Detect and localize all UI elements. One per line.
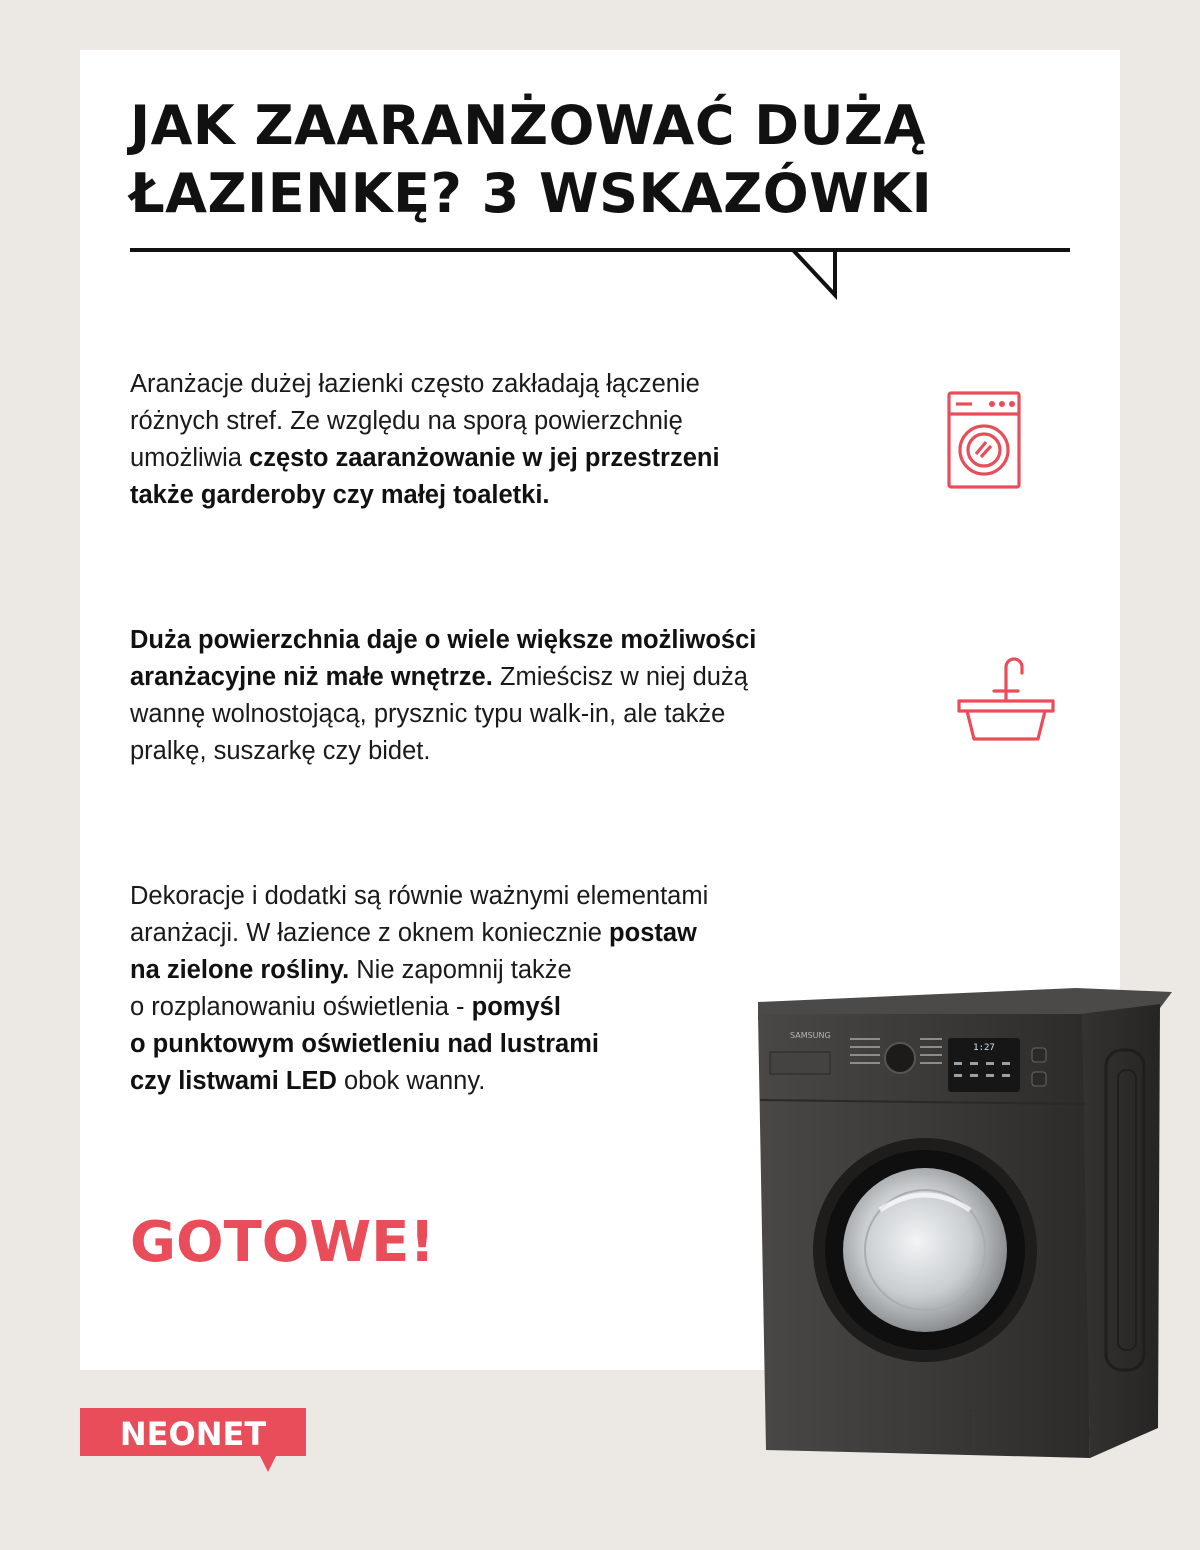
tip-3-line-6: obok wanny. [336, 1067, 486, 1095]
washing-machine-photo [740, 980, 1180, 1480]
tip-1-emphasis-2: także garderoby czy małej toaletki. [130, 481, 550, 509]
closing-heading: GOTOWE! [130, 1210, 435, 1275]
tip-2-line-4: pralkę, suszarkę czy bidet. [130, 737, 431, 765]
tip-3-line-2: aranżacji. W łazience z oknem koniecznie [130, 919, 610, 947]
washing-machine-icon [946, 390, 1022, 490]
sink-icon [956, 655, 1056, 745]
tip-1-line-1: Aranżacje dużej łazienki często zakładają łączenie [130, 370, 700, 398]
tip-2-text [130, 622, 910, 770]
speech-bubble-line [130, 240, 1075, 300]
tip-3-line-1: Dekoracje i dodatki są równie ważnymi elementami [130, 882, 709, 910]
tip-1-emphasis-1: często zaaranżowanie w jej przestrzeni [249, 444, 720, 472]
tip-3-emphasis-3: pomyśl [471, 993, 561, 1021]
tip-3-emphasis-4: o punktowym oświetleniu nad lustrami [130, 1030, 599, 1058]
title-line-1: JAK ZAARANŻOWAĆ DUŻĄ [130, 94, 926, 157]
tip-3-emphasis-5: czy listwami LED [130, 1067, 337, 1095]
tip-1-line-2: różnych stref. Ze względu na sporą powierzchnię [130, 407, 683, 435]
tip-1-text [130, 366, 870, 514]
tip-3-line-4: o rozplanowaniu oświetlenia - [130, 993, 472, 1021]
tip-3-emphasis-2: na zielone rośliny. [130, 956, 350, 984]
neonet-logo [80, 1408, 306, 1474]
brand-label: SAMSUNG [790, 1031, 831, 1040]
tip-3-emphasis-1: postaw [609, 919, 697, 947]
page-title [130, 92, 1090, 228]
title-line-2: ŁAZIENKĘ? 3 WSKAZÓWKI [130, 162, 933, 225]
tip-2-line-2: Zmieścisz w niej dużą [492, 663, 748, 691]
display-readout: 1:27 [973, 1043, 995, 1053]
tip-2-emphasis-1: Duża powierzchnia daje o wiele większe możliwości [130, 626, 757, 654]
tip-3-line-3: Nie zapomnij także [349, 956, 572, 984]
tip-2-emphasis-2: aranżacyjne niż małe wnętrze. [130, 663, 493, 691]
logo-text: NEONET [119, 1415, 267, 1453]
tip-1-line-3: umożliwia [130, 444, 250, 472]
tip-2-line-3: wannę wolnostojącą, prysznic typu walk-in, ale także [130, 700, 726, 728]
